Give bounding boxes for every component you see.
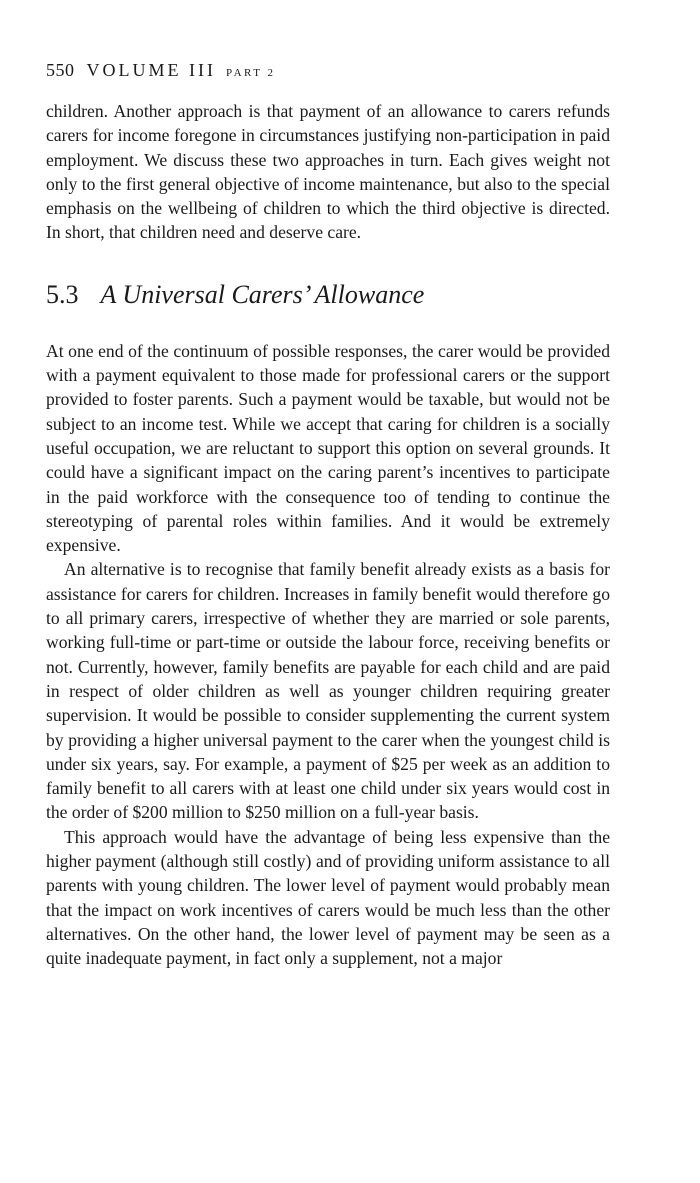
section-heading xyxy=(46,279,610,311)
body-paragraph: At one end of the continuum of possible responses, the carer would be provided with a payment equivalent to those made for professional carers or the support provided to foster parents. Such a payment would be taxable, but would not be subject to an income test. While we accept that caring for children is a socially useful occupation, we are reluctant to support this option on several grounds. It could have a significant impact on the caring parent’s incentives to participate in the paid workforce with the consequence too of tending to continue the stereotyping of parental roles within families. And it would be extremely expensive. xyxy=(46,340,610,556)
body-paragraph: An alternative is to recognise that family benefit already exists as a basis for assistance for carers for children. Increases in family benefit would therefore go to all primary carers, irrespective of whether they are married or sole parents, working full-time or part-time or outside the labour force, receiving benefits or not. Currently, however, family benefits are payable for each child and are paid in respect of older children as well as younger children requiring greater supervision. It would be possible to consider supplementing the current system by providing a higher universal payment to the carer when the youngest child is under six years, say. For example, a payment of $25 per week as an addition to family benefit to all carers with at least one child under six years would cost in the order of $200 million to $250 million on a full-year basis. xyxy=(46,559,610,823)
page-number: 550 xyxy=(46,60,75,80)
intro-paragraph: children. Another approach is that payment of an allowance to carers refunds carers for income foregone in circumstances justifying non-participation in paid employment. We discuss these two approaches in turn. Each gives weight not only to the first general objective of income maintenance, but also to the special emphasis on the wellbeing of children to which the third objective is directed. In short, that children need and deserve care. xyxy=(46,101,610,243)
part-label: PART 2 xyxy=(225,67,276,79)
section-title: A Universal Carers’ Allowance xyxy=(100,279,425,309)
body-paragraph: This approach would have the advantage of being less expensive than the higher payment (although still costly) and of providing uniform assistance to all parents with young children. The lower level of payment would probably mean that the impact on work incentives of carers would be much less than the other alternatives. On the other hand, the lower level of payment may be seen as a quite inadequate payment, in fact only a supplement, not a major xyxy=(46,826,610,969)
running-head xyxy=(46,58,610,85)
volume-label: VOLUME III xyxy=(86,60,216,80)
section-number: 5.3 xyxy=(46,279,79,309)
book-page xyxy=(46,58,610,971)
